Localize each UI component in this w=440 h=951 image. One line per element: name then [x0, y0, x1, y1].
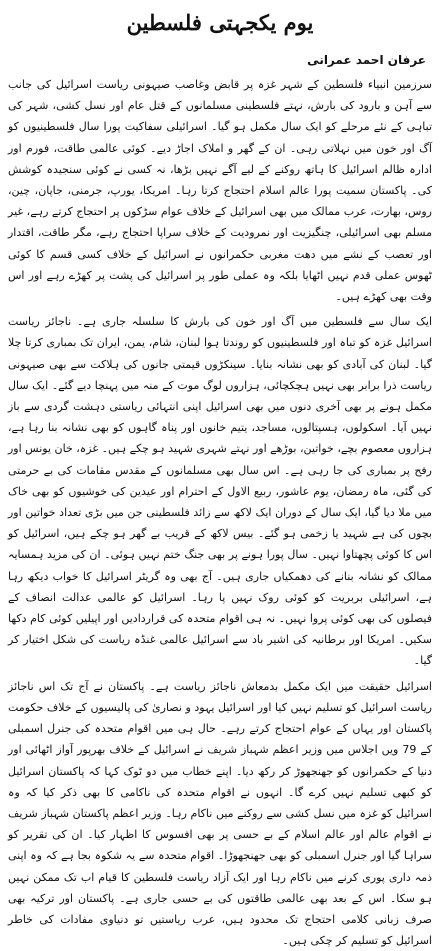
- article-paragraph: سرزمین انبیاء فلسطین کے شہر غزہ پر قابض وغاصب صیہونی ریاست اسرائیل کی جانب سے آہن و بارود کی بارش، نہتے فلسطینی مسلمانوں کے قتل عام اور نسل کشی، شہر کی تباہی کے نئے مرحلے کو ایک سال مکمل ہو گیا۔ اسرائیلی سفاکیت پورا سال فلسطینیوں کو آگ اور خون میں نہلاتی رہی۔ ان کے گھر و املاک اجاڑ دیے۔ کوئی عالمی طاقت، فورم اور ادارہ ظالم اسرائیل کا ہاتھ روکنے کے لیے آگے نہیں بڑھا، نہ کسی نے کوئی سنجیدہ کوشش کی۔ پاکستان سمیت پورا عالم اسلام احتجاج کرتا رہا۔ امریکا، یورپ، جرمنی، جاپان، چین، روس، بھارت، عرب ممالک میں بھی اسرائیل کے خلاف عوام سڑکوں پر احتجاج کرتے رہے، غیر مسلم بھی اسرائیلی، چنگیزیت اور نمرودیت کے خلاف سراپا احتجاج رہے، مگر طاقت، اقتدار اور تعصب کے نشے میں دھت مغربی حکمرانوں نے اسرائیل کے خلاف کسی قسم کا کوئی ٹھوس عملی قدم نہیں اٹھایا بلکہ وہ عملی طور پر اسرائیل کی پشت پر کھڑے رہے اور اس وقت بھی کھڑے ہیں۔: [8, 78, 432, 304]
- article-paragraph: اسرائیل حقیقت میں ایک مکمل بدمعاش ناجائز ریاست ہے۔ پاکستان نے آج تک اس ناجائز ریاست اسرائیل کو تسلیم نہیں کیا اور اسرائیل یہود و نصاریٰ کی پالیسیوں کے خلاف حکومت پاکستان اور یہاں کے عوام احتجاج کرتے رہے۔ حال ہی میں اقوام متحدہ کی جنرل اسمبلی کے 79 ویں اجلاس میں وزیر اعظم شہباز شریف نے اسرائیل کے خلاف بھرپور آواز اٹھائی اور دنیا کے حکمرانوں کو جھنجھوڑ کر رکھ دیا۔ اپنے خطاب میں دو ٹوک کہا کہ پاکستان اسرائیل کو کبھی تسلیم نہیں کرے گا۔ انہوں نے اقوام متحدہ کی ناکامی کا بھی ذکر کیا کہ وہ اسرائیل کو غزہ میں نسل کشی سے روکنے میں ناکام رہا۔ وزیر اعظم پاکستان شہباز شریف نے اقوام عالم اور عالم اسلام کے بے حسی پر بھی افسوس کا اظہار کیا۔ ان کی تقریر کو سراہا گیا اور جنرل اسمبلی کو بھی جھنجھوڑا۔ اقوام متحدہ سے یہ شکوہ بجا ہے کہ وہ اپنی ذمہ داری پوری کرنے میں ناکام رہا اور ایک آزاد ریاست فلسطین کا قیام اب تک ممکن نہیں ہو سکا۔ اس کے بعد بھی عالمی طاقتوں کی بے حسی جاری ہے۔ پاکستان اور ترکیہ بھی صرف زبانی کلامی احتجاج تک محدود ہیں، عرب ریاستیں تو دنیاوی مفادات کی خاطر اسرائیل کو تسلیم کر چکی ہیں۔: [8, 679, 432, 948]
- article-body: [8, 74, 432, 951]
- article-title: یوم یکجہتی فلسطین: [126, 10, 314, 35]
- article-paragraph: ایک سال سے فلسطین میں آگ اور خون کی بارش کا سلسلہ جاری ہے۔ ناجائز ریاست اسرائیل غزہ کو تباہ اور فلسطینیوں کو روندتا ہوا لبنان، شام، یمن، ایران تک بمباری کرتا چلا گیا۔ لبنان کی آبادی کو بھی نشانہ بنایا۔ سینکڑوں قیمتی جانوں کی ہلاکت سے بھی صیہونی ریاست ذرا برابر بھی نہیں ہچکچائی، ہزاروں لوگ موت کے منہ میں پہنچا دیے گئے۔ ایک سال مکمل ہونے پر بھی آخری دنوں میں بھی اسرائیل اپنی انتہائی ریاستی دہشت گردی سے باز نہیں آیا۔ اسکولوں، ہسپتالوں، مساجد، یتیم خانوں اور پناہ گاہوں کو بھی نشانہ بنا رہا ہے، ہزاروں معصوم بچے، خواتین، بوڑھے اور نہتے شہری شہید ہو چکے ہیں۔ غزہ، خان یونس اور رفح پر بمباری کی جا رہی ہے۔ اس سال بھی مسلمانوں کے مقدس مقامات کی بے حرمتی کی گئی، ماہ رمضان، یوم عاشور، ربیع الاول کے احترام اور عیدین کی خوشیوں کو بھی خاک میں ملا دیا گیا، ایک سال کے دوران ایک لاکھ سے زائد فلسطینی جن میں بڑی تعداد خواتین اور بچوں کی ہے شہید یا زخمی ہو گئے۔ بیس لاکھ کے قریب بے گھر ہو چکے ہیں، اسرائیل کو اس کا کوئی پچھتاوا نہیں۔ سال پورا ہونے پر بھی جنگ ختم نہیں ہوئی۔ ان کی مزید ہمسایہ ممالک کو نشانہ بنانے کی دھمکیاں جاری ہیں۔ آج بھی وہ گریٹر اسرائیل کا خواب دیکھ رہا ہے، اسرائیلی بربریت کو کوئی روک نہیں پا رہا۔ اسرائیل کو عالمی عدالت انصاف کے فیصلوں کی بھی کوئی پروا نہیں۔ نہ ہی اقوام متحدہ کی قراردادیں اور اپیلیں کوئی کام دکھا سکیں۔ امریکا اور برطانیہ کی اشیر باد سے اسرائیل عالمی غنڈہ ریاست کی شکل اختیار کر گیا۔: [8, 315, 432, 668]
- author-name: عرفان احمد عمرانی: [307, 53, 426, 67]
